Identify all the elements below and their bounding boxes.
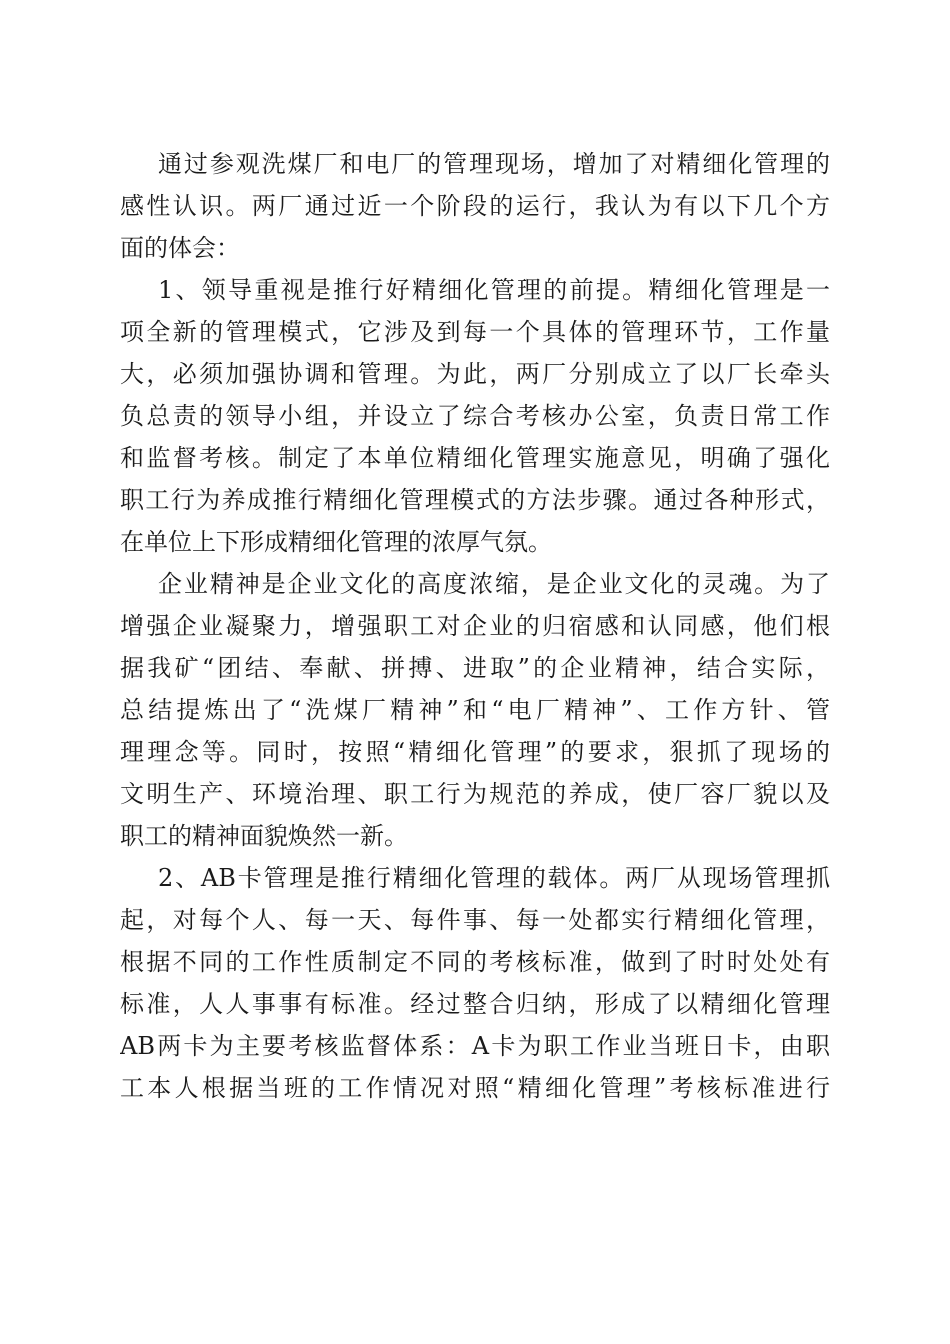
paragraph-2-line-2: 项全新的管理模式，它涉及到每一个具体的管理环节，工作量 xyxy=(120,318,830,346)
paragraph-3-line-1: 企业精神是企业文化的高度浓缩，是企业文化的灵魂。为了 xyxy=(158,570,830,598)
paragraph-4-line-1: 2、AB卡管理是推行精细化管理的载体。两厂从现场管理抓 xyxy=(158,864,830,892)
paragraph-3-line-4: 总结提炼出了“洗煤厂精神”和“电厂精神”、工作方针、管 xyxy=(120,696,830,724)
paragraph-3-line-5: 理理念等。同时，按照“精细化管理”的要求，狠抓了现场的 xyxy=(120,738,830,766)
paragraph-3-line-3: 据我矿“团结、奉献、拼搏、进取”的企业精神，结合实际， xyxy=(120,654,830,682)
paragraph-2-line-5: 和监督考核。制定了本单位精细化管理实施意见，明确了强化 xyxy=(120,444,830,472)
paragraph-4-line-6: 工本人根据当班的工作情况对照“精细化管理”考核标准进行 xyxy=(120,1074,830,1102)
paragraph-2-line-4: 负总责的领导小组，并设立了综合考核办公室，负责日常工作 xyxy=(120,402,830,430)
paragraph-2-line-7: 在单位上下形成精细化管理的浓厚气氛。 xyxy=(120,528,552,556)
paragraph-3-line-2: 增强企业凝聚力，增强职工对企业的归宿感和认同感，他们根 xyxy=(120,612,830,640)
paragraph-4-line-4: 标准，人人事事有标准。经过整合归纳，形成了以精细化管理 xyxy=(120,990,830,1018)
paragraph-1-line-3: 面的体会： xyxy=(120,234,240,262)
paragraph-4-line-2: 起，对每个人、每一天、每件事、每一处都实行精细化管理， xyxy=(120,906,830,934)
paragraph-1-line-1: 通过参观洗煤厂和电厂的管理现场，增加了对精细化管理的 xyxy=(158,150,830,178)
paragraph-4-line-5: AB两卡为主要考核监督体系：A卡为职工作业当班日卡，由职 xyxy=(120,1032,830,1060)
paragraph-2-line-3: 大，必须加强协调和管理。为此，两厂分别成立了以厂长牵头 xyxy=(120,360,830,388)
paragraph-4-line-3: 根据不同的工作性质制定不同的考核标准，做到了时时处处有 xyxy=(120,948,830,976)
paragraph-2-line-1: 1、领导重视是推行好精细化管理的前提。精细化管理是一 xyxy=(158,276,830,304)
paragraph-3-line-7: 职工的精神面貌焕然一新。 xyxy=(120,822,408,850)
paragraph-1-line-2: 感性认识。两厂通过近一个阶段的运行，我认为有以下几个方 xyxy=(120,192,830,220)
paragraph-3-line-6: 文明生产、环境治理、职工行为规范的养成，使厂容厂貌以及 xyxy=(120,780,830,808)
paragraph-2-line-6: 职工行为养成推行精细化管理模式的方法步骤。通过各种形式， xyxy=(120,486,830,514)
